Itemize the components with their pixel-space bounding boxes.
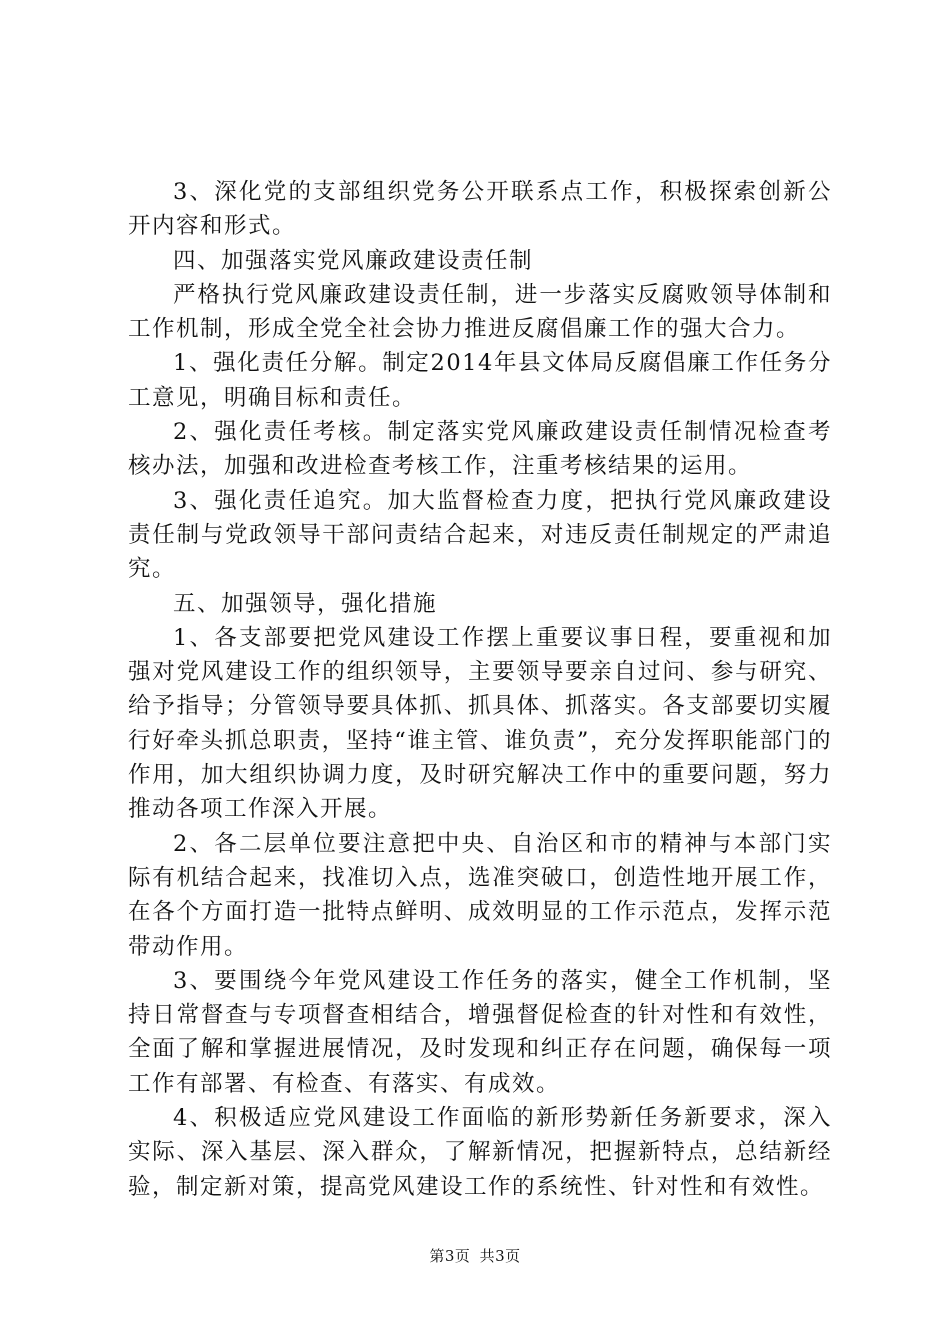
section-heading-4: 四、加强落实党风廉政建设责任制 xyxy=(173,247,534,274)
paragraph-item-2-assessment: 2、强化责任考核。制定落实党风廉政建设责任制情况检查考核办法，加强和改进检查考核工作，注重考核结果的运用。 xyxy=(128,419,832,480)
section-heading-5: 五、加强领导，强化措施 xyxy=(173,590,438,617)
paragraph-item-3-mechanism: 3、要围绕今年党风建设工作任务的落实，健全工作机制，坚持日常督查与专项督查相结合，增强督促检查的针对性和有效性，全面了解和掌握进展情况，及时发现和纠正存在问题，确保每一项工作有部署、有检查、有落实、有成效。 xyxy=(128,967,832,1097)
paragraph-item-3-disclosure: 3、深化党的支部组织党务公开联系点工作，积极探索创新公开内容和形式。 xyxy=(128,179,832,240)
paragraph-item-2-units: 2、各二层单位要注意把中央、自治区和市的精神与本部门实际有机结合起来，找准切入点，选准突破口，创造性地开展工作，在各个方面打造一批特点鲜明、成效明显的工作示范点，发挥示范带动作用。 xyxy=(128,830,832,960)
paragraph-item-1-decomposition: 1、强化责任分解。制定2014年县文体局反腐倡廉工作任务分工意见，明确目标和责任。 xyxy=(128,350,832,411)
page-total: 共3页 xyxy=(479,1247,521,1265)
paragraph-item-1-leadership: 1、各支部要把党风建设工作摆上重要议事日程，要重视和加强对党风建设工作的组织领导，主要领导要亲自过问、参与研究、给予指导；分管领导要具体抓、抓具体、抓落实。各支部要切实履行好牵头抓总职责，坚持“谁主管、谁负责”，充分发挥职能部门的作用，加大组织协调力度，及时研究解决工作中的重要问题，努力推动各项工作深入开展。 xyxy=(128,624,832,823)
paragraph-item-3-accountability: 3、强化责任追究。加大监督检查力度，把执行党风廉政建设责任制与党政领导干部问责结合起来，对违反责任制规定的严肃追究。 xyxy=(128,487,832,583)
page-number: 第3页 xyxy=(429,1247,471,1265)
paragraph-item-4-adaptation: 4、积极适应党风建设工作面临的新形势新任务新要求，深入实际、深入基层、深入群众，了解新情况，把握新特点，总结新经验，制定新对策，提高党风建设工作的系统性、针对性和有效性。 xyxy=(128,1105,832,1200)
paragraph-section-4-intro: 严格执行党风廉政建设责任制，进一步落实反腐败领导体制和工作机制，形成全党全社会协力推进反腐倡廉工作的强大合力。 xyxy=(128,281,832,343)
page-footer xyxy=(0,1245,950,1266)
document-body xyxy=(128,175,832,1204)
